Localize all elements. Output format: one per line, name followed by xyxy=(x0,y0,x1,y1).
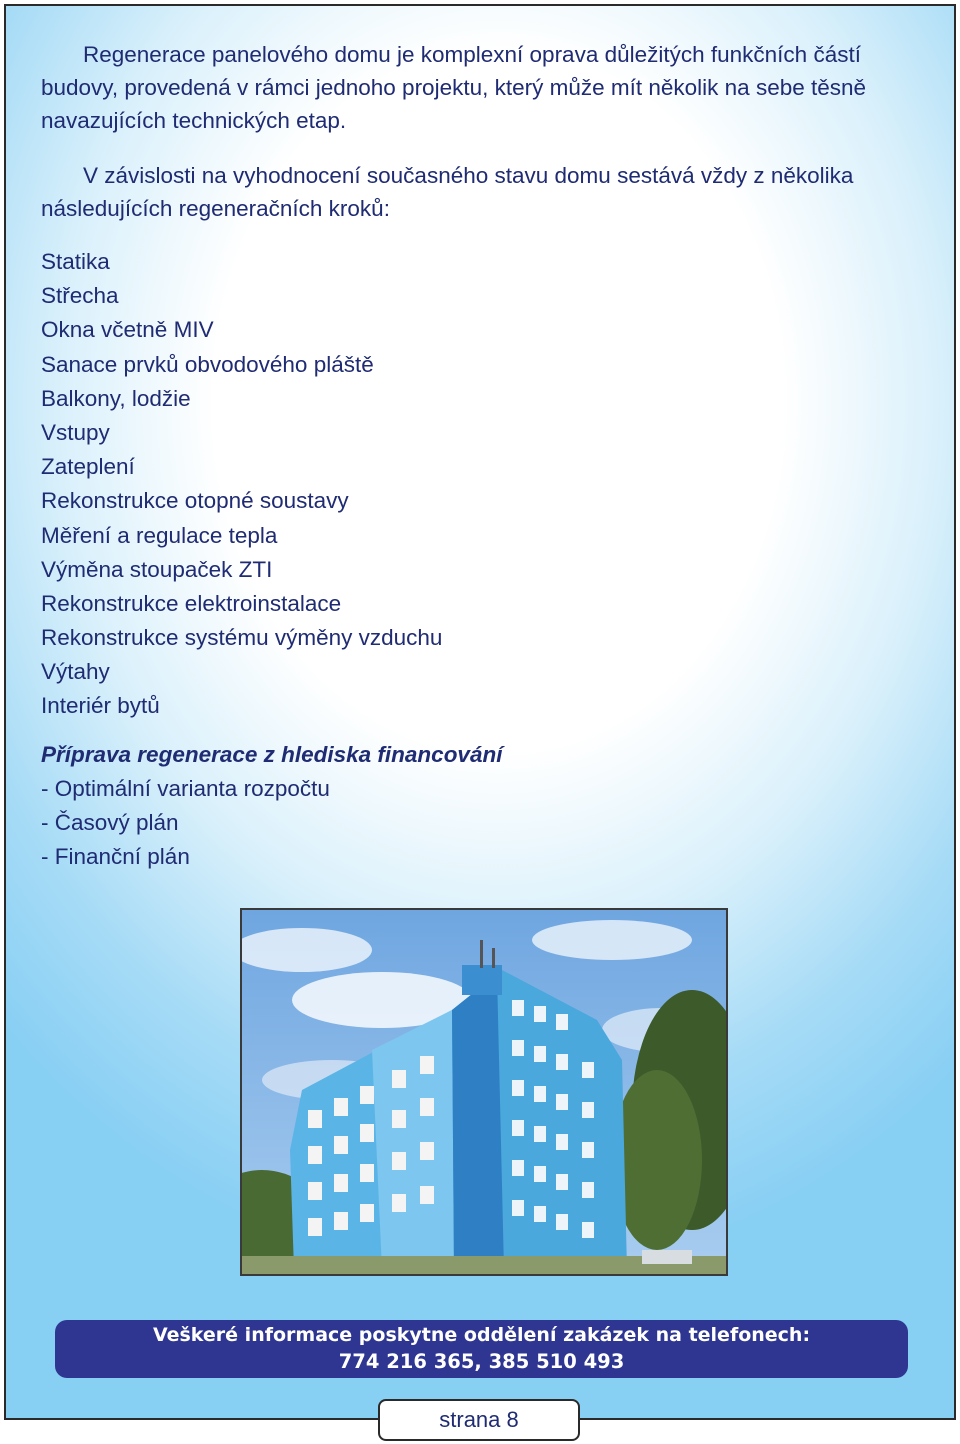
list-item: - Časový plán xyxy=(41,809,179,835)
regeneration-steps-list xyxy=(41,245,921,724)
list-item: Rekonstrukce systému výměny vzduchu xyxy=(41,625,443,651)
list-item: - Finanční plán xyxy=(41,844,190,869)
list-item: Rekonstrukce otopné soustavy xyxy=(41,488,349,514)
list-item: Rekonstrukce elektroinstalace xyxy=(41,590,342,616)
page-number-label: strana 8 xyxy=(439,1407,519,1432)
list-item: Vstupy xyxy=(41,419,110,445)
financing-list xyxy=(41,772,921,875)
list-item: Zateplení xyxy=(41,454,135,480)
list-item: Balkony, lodžie xyxy=(41,385,191,411)
contact-text: Veškeré informace poskytne oddělení zakázek na telefonech: xyxy=(152,1324,811,1346)
list-item: Výměna stoupaček ZTI xyxy=(41,556,273,582)
list-item: Měření a regulace tepla xyxy=(41,522,278,548)
list-item: Interiér bytů xyxy=(41,693,160,719)
list-item: Sanace prvků obvodového pláště xyxy=(41,351,374,377)
main-text xyxy=(41,38,921,874)
page-number-box xyxy=(378,1399,580,1441)
contact-phone-numbers: 774 216 365, 385 510 493 xyxy=(338,1350,625,1373)
contact-banner xyxy=(55,1320,908,1378)
list-item: - Optimální varianta rozpočtu xyxy=(41,775,330,801)
list-item: Okna včetně MIV xyxy=(41,317,214,343)
list-item: Výtahy xyxy=(41,659,110,685)
intro-paragraph-1: Regenerace panelového domu je komplexní oprava důležitých funkčních částí budovy, provedená v rámci jednoho projektu, který může mít několik na sebe těsně navazujících technických etap. xyxy=(41,42,867,133)
building-photo xyxy=(240,908,728,1276)
list-item: Statika xyxy=(41,249,110,274)
list-item: Střecha xyxy=(41,283,119,309)
intro-paragraph-2: V závislosti na vyhodnocení současného stavu domu sestává vždy z několika následujících regeneračních kroků: xyxy=(41,163,854,221)
financing-heading: Příprava regenerace z hlediska financování xyxy=(41,741,503,767)
